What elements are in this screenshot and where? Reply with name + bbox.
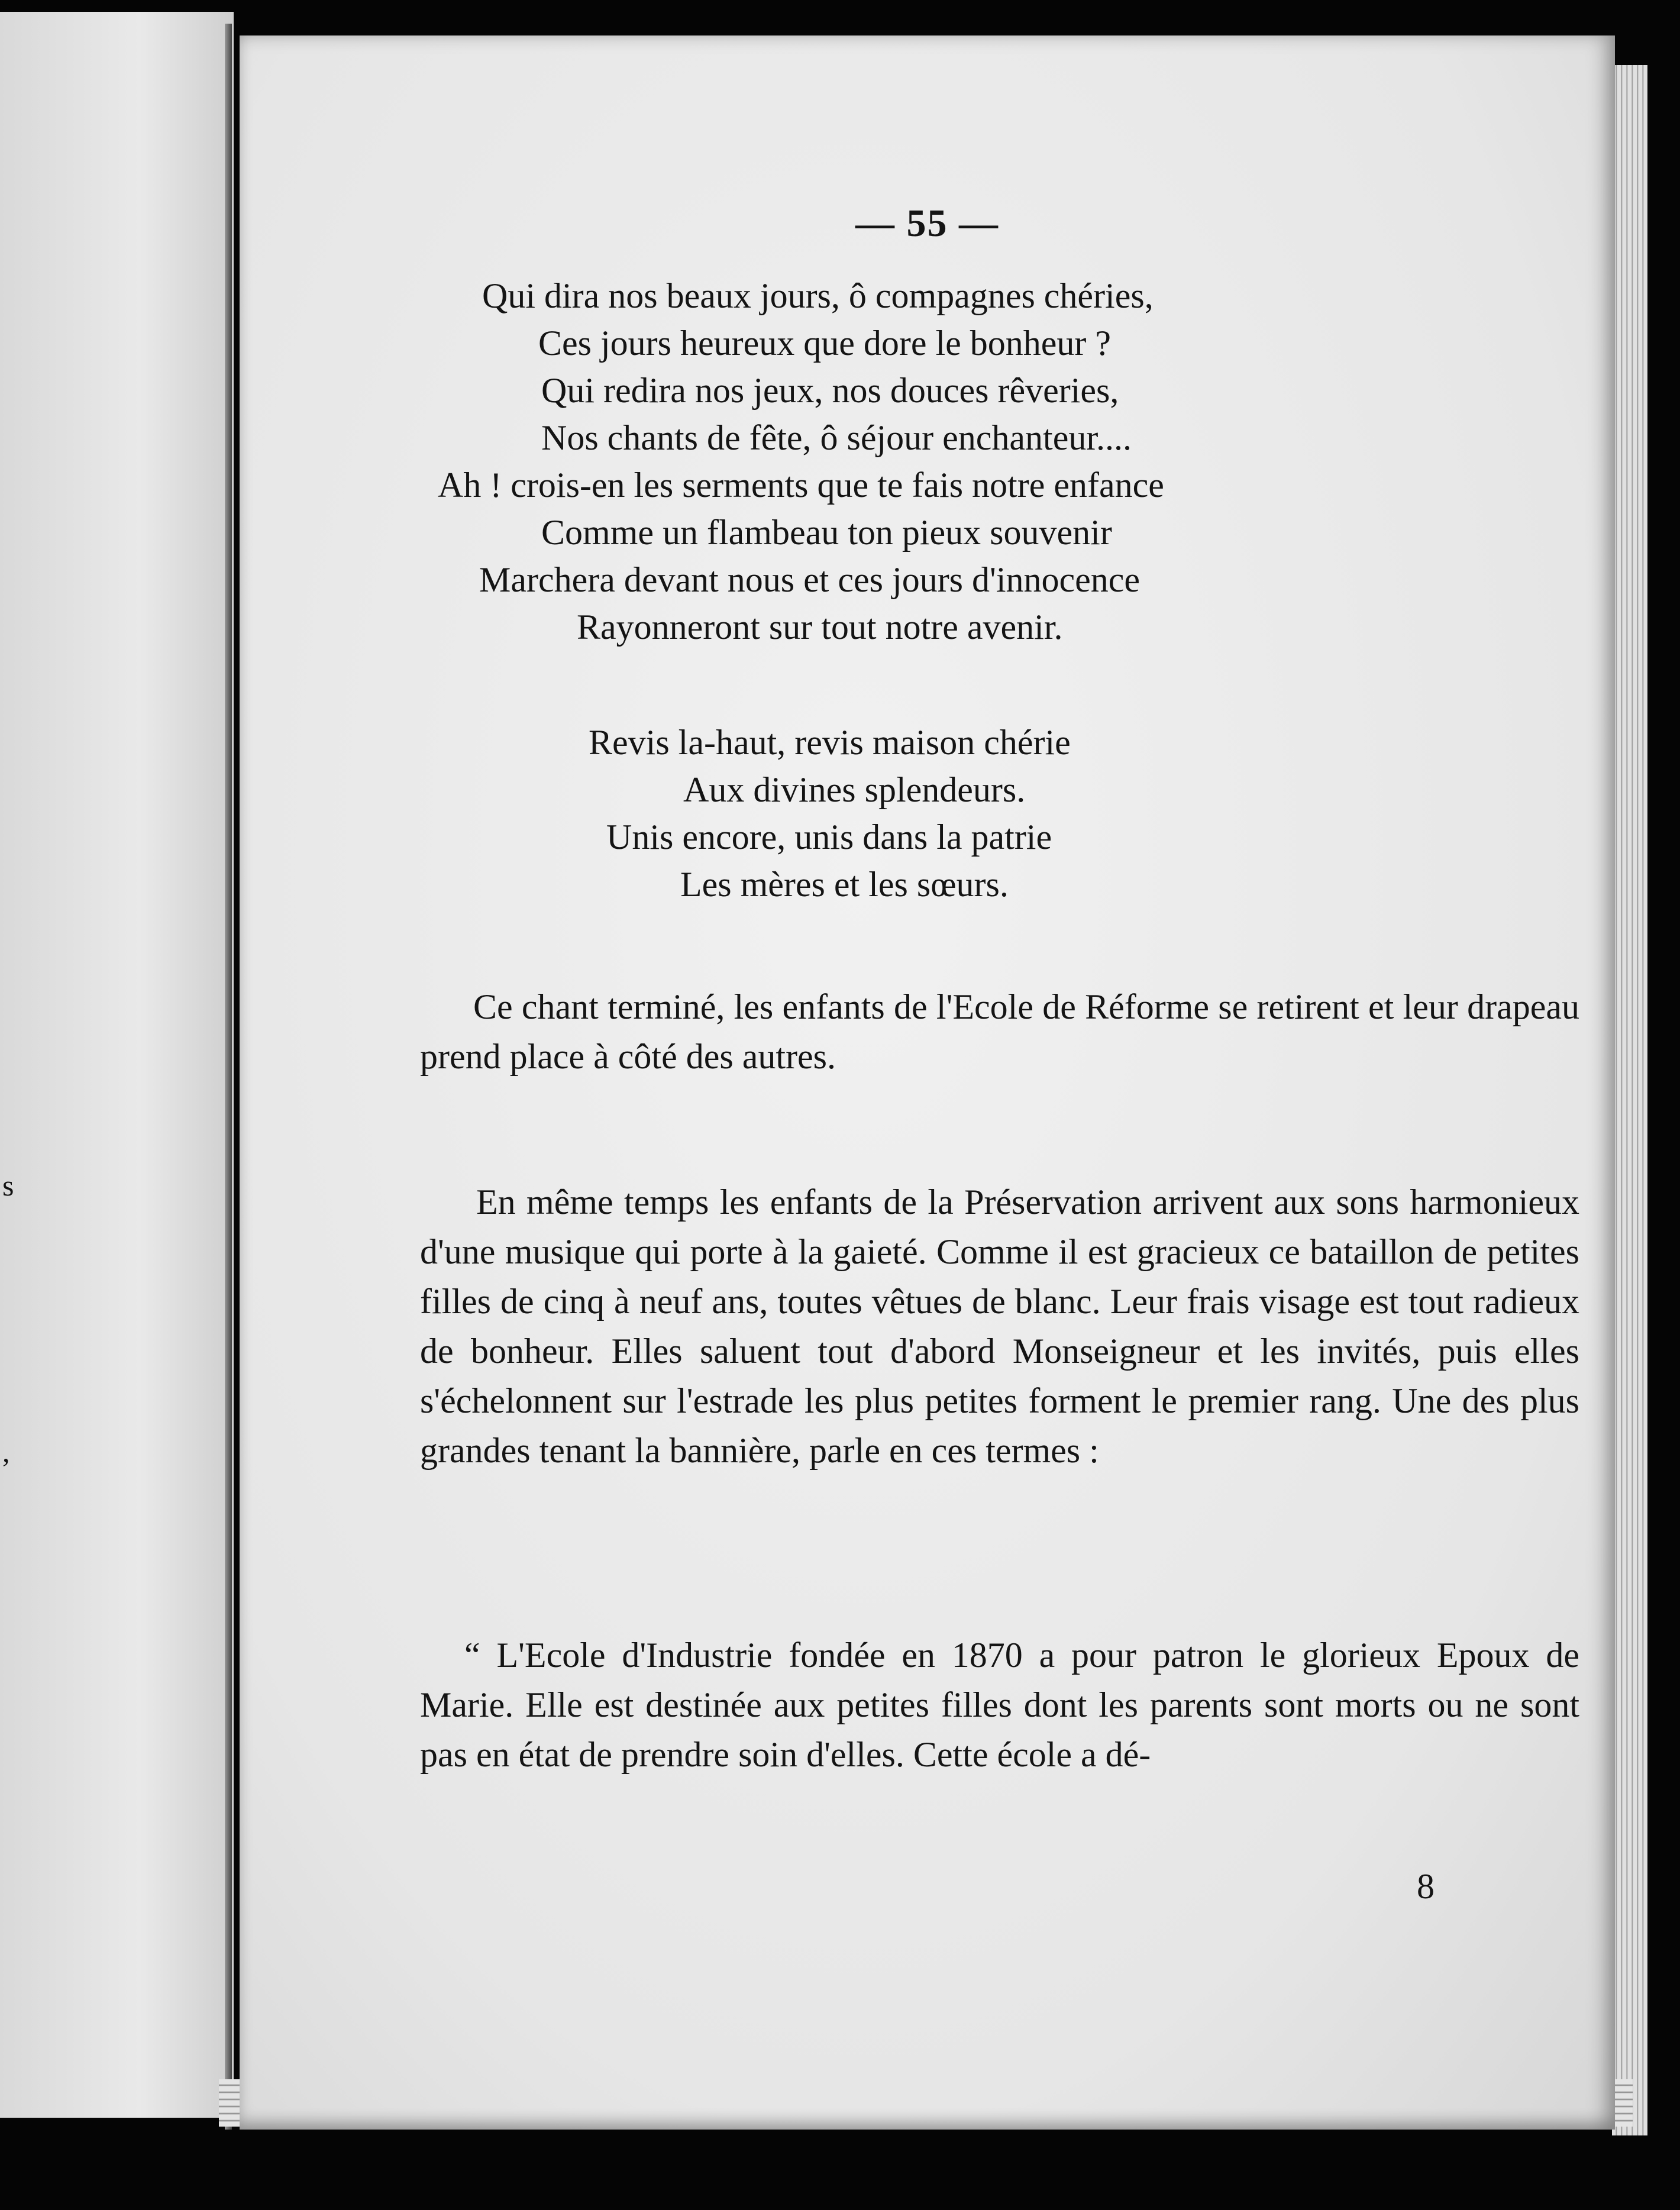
verse-line: Les mères et les sœurs. — [680, 865, 1009, 904]
book-page — [240, 35, 1615, 2130]
left-margin-letter: s — [2, 1169, 14, 1202]
verse-line: Aux divines splendeurs. — [683, 770, 1026, 809]
left-margin-comma: , — [2, 1435, 10, 1468]
verse-line: Qui dira nos beaux jours, ô compagnes chéries, — [482, 276, 1154, 315]
verse-line: Nos chants de fête, ô séjour enchanteur.... — [541, 418, 1132, 457]
verse-line: Revis la-haut, revis maison chérie — [589, 723, 1071, 762]
verse-line: Marchera devant nous et ces jours d'innocence — [479, 560, 1141, 599]
verse-line: Ces jours heureux que dore le bonheur ? — [538, 324, 1112, 363]
verse-line: Unis encore, unis dans la patrie — [606, 818, 1052, 857]
verse-line: Comme un flambeau ton pieux souvenir — [541, 513, 1112, 552]
paragraph-reforme: Ce chant terminé, les enfants de l'Ecole de Réforme se retirent et leur drapeau prend place à côté des autres. — [420, 987, 1579, 1076]
verse-line: Rayonneront sur tout notre avenir. — [577, 608, 1063, 647]
page-stack-right-edge — [1612, 65, 1647, 2135]
book-gutter — [225, 24, 232, 2130]
verse-line: Ah ! crois-en les serments que te fais notre enfance — [438, 466, 1164, 505]
page-text-area — [240, 35, 1615, 2130]
paragraph-ecole-industrie: “ L'Ecole d'Industrie fondée en 1870 a pour patron le glorieux Epoux de Marie. Elle est destinée aux petites filles dont les parents sont morts ou ne sont pas en état de prendre soin d'elles. Cette école a dé- — [420, 1636, 1579, 1774]
signature-mark: 8 — [1417, 1867, 1435, 1906]
previous-page-margin — [0, 12, 234, 2118]
paragraph-preservation: En même temps les enfants de la Préservation arrivent aux sons harmonieux d'une musique qui porte à la gaieté. Comme il est gracieux ce bataillon de petites filles de cinq à neuf ans, toutes vêtues de blanc. Leur frais visage est tout radieux de bonheur. Elles saluent tout d'abord Monseigneur et les invités, puis elles s'échelonnent sur l'estrade les plus petites forment le premier rang. Une des plus grandes tenant la bannière, parle en ces termes : — [420, 1182, 1579, 1470]
page-number: — 55 — — [855, 202, 999, 245]
verse-line: Qui redira nos jeux, nos douces rêveries, — [541, 371, 1119, 410]
